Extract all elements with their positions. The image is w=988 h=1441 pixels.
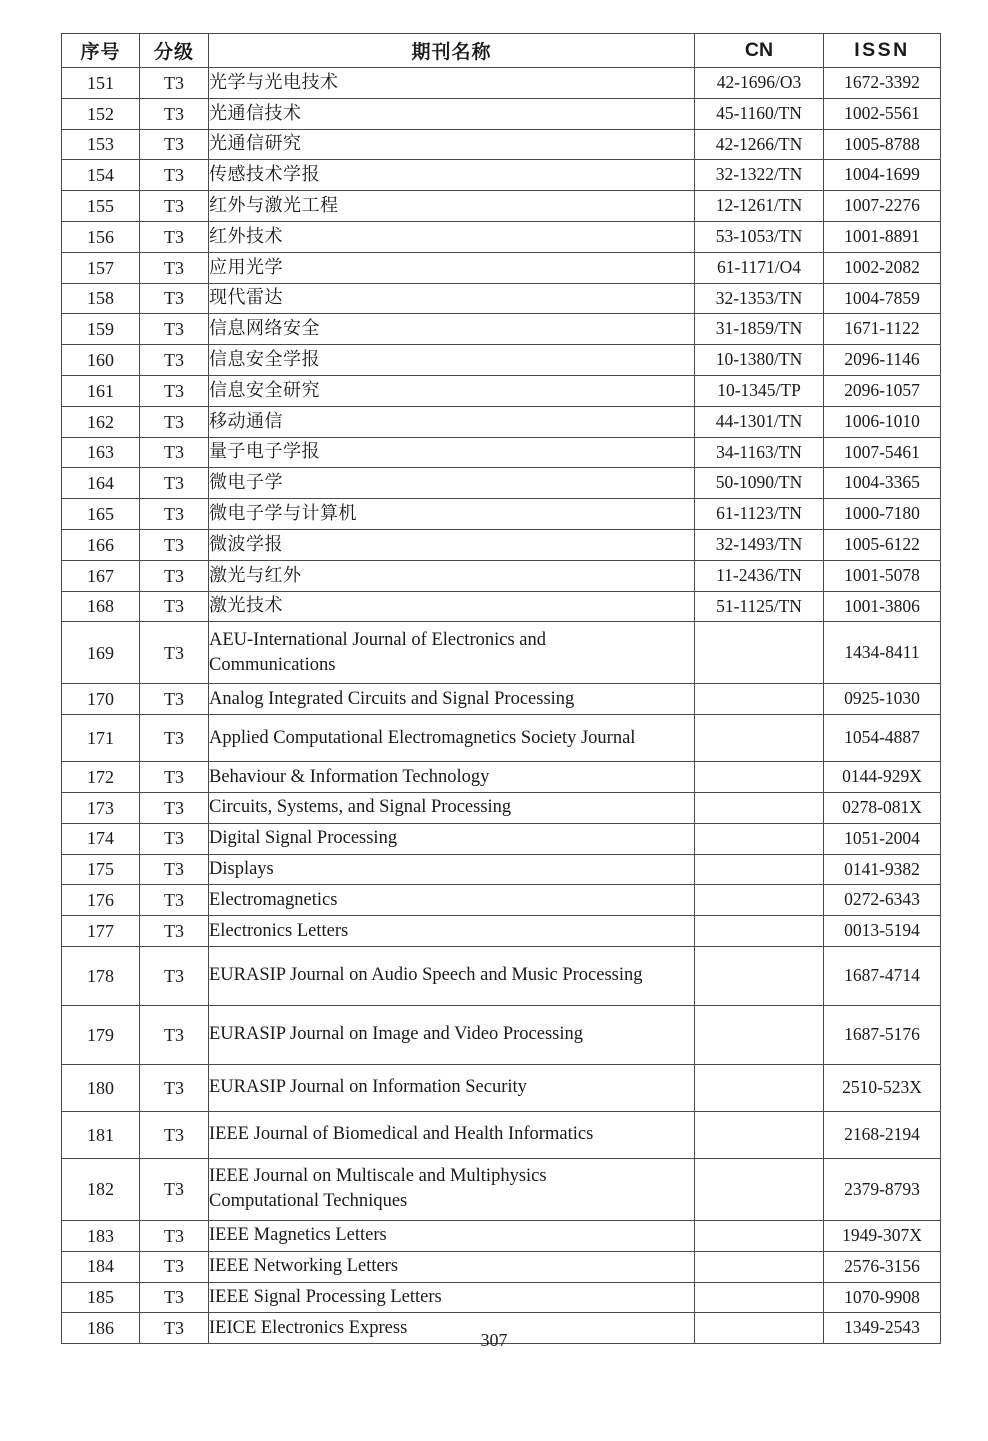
table-row [62,916,941,947]
table-row [62,283,941,314]
cell-journal-name: Behaviour & Information Technology [209,762,695,793]
cell-cn [695,823,824,854]
table-row [62,1005,941,1064]
cell-tier: T3 [140,1158,209,1220]
table-row [62,715,941,762]
cell-journal-name: Electronics Letters [209,916,695,947]
cell-issn: 0013-5194 [824,916,941,947]
cell-cn: 34-1163/TN [695,437,824,468]
cell-journal-name [209,622,695,684]
table-row [62,129,941,160]
cell-cn [695,946,824,1005]
table-row [62,854,941,885]
cell-tier: T3 [140,1220,209,1251]
cell-issn: 0278-081X [824,792,941,823]
cell-issn: 1001-3806 [824,591,941,622]
cell-tier: T3 [140,792,209,823]
cell-issn: 1687-4714 [824,946,941,1005]
cell-tier: T3 [140,529,209,560]
cell-cn [695,1158,824,1220]
table-row [62,191,941,222]
cell-tier: T3 [140,684,209,715]
cell-journal-name: 激光技术 [209,591,695,622]
cell-tier: T3 [140,68,209,99]
cell-tier: T3 [140,1313,209,1344]
cell-journal-name: EURASIP Journal on Image and Video Processing [209,1005,695,1064]
cell-journal-name: IEICE Electronics Express [209,1313,695,1344]
cell-sequence: 173 [62,792,140,823]
cell-tier: T3 [140,591,209,622]
cell-tier: T3 [140,1111,209,1158]
table-row [62,560,941,591]
table-row [62,1111,941,1158]
cell-cn: 12-1261/TN [695,191,824,222]
cell-cn [695,622,824,684]
cell-issn: 2096-1146 [824,345,941,376]
cell-issn: 1006-1010 [824,406,941,437]
cell-cn: 32-1493/TN [695,529,824,560]
table-row [62,406,941,437]
column-header-journal-name: 期刊名称 [209,34,695,68]
cell-sequence: 156 [62,221,140,252]
cell-cn [695,916,824,947]
journal-name-line: Communications [209,654,336,675]
cell-journal-name: 信息安全研究 [209,375,695,406]
cell-sequence: 161 [62,375,140,406]
cell-tier: T3 [140,160,209,191]
table-row [62,1251,941,1282]
cell-issn: 1434-8411 [824,622,941,684]
cell-journal-name: Digital Signal Processing [209,823,695,854]
cell-issn: 2379-8793 [824,1158,941,1220]
cell-cn [695,715,824,762]
cell-journal-name: 光通信研究 [209,129,695,160]
cell-journal-name: 微波学报 [209,529,695,560]
cell-tier: T3 [140,283,209,314]
column-header-tier: 分级 [140,34,209,68]
cell-journal-name: Displays [209,854,695,885]
table-row [62,885,941,916]
cell-sequence: 172 [62,762,140,793]
cell-issn: 2168-2194 [824,1111,941,1158]
cell-sequence: 160 [62,345,140,376]
cell-journal-name: IEEE Networking Letters [209,1251,695,1282]
cell-issn: 1004-1699 [824,160,941,191]
cell-sequence: 165 [62,499,140,530]
column-header-cn: CN [695,34,824,68]
cell-tier: T3 [140,468,209,499]
cell-issn: 1005-6122 [824,529,941,560]
cell-cn: 11-2436/TN [695,560,824,591]
cell-tier: T3 [140,854,209,885]
cell-journal-name: 光学与光电技术 [209,68,695,99]
cell-issn: 1949-307X [824,1220,941,1251]
cell-issn: 1001-5078 [824,560,941,591]
cell-issn: 1349-2543 [824,1313,941,1344]
cell-cn [695,792,824,823]
cell-issn: 2576-3156 [824,1251,941,1282]
cell-tier: T3 [140,252,209,283]
table-row [62,252,941,283]
journal-ranking-table [61,33,941,1344]
cell-sequence: 186 [62,1313,140,1344]
cell-cn [695,1064,824,1111]
cell-cn: 45-1160/TN [695,98,824,129]
cell-sequence: 176 [62,885,140,916]
cell-tier: T3 [140,823,209,854]
cell-issn: 1007-5461 [824,437,941,468]
table-row [62,499,941,530]
cell-sequence: 182 [62,1158,140,1220]
cell-cn [695,885,824,916]
cell-tier: T3 [140,191,209,222]
cell-journal-name: 信息网络安全 [209,314,695,345]
cell-tier: T3 [140,221,209,252]
cell-tier: T3 [140,946,209,1005]
cell-issn: 2096-1057 [824,375,941,406]
cell-sequence: 158 [62,283,140,314]
cell-journal-name: IEEE Journal of Biomedical and Health Informatics [209,1111,695,1158]
cell-issn: 1070-9908 [824,1282,941,1313]
cell-sequence: 180 [62,1064,140,1111]
cell-sequence: 155 [62,191,140,222]
table-row [62,529,941,560]
table-row [62,1064,941,1111]
cell-issn: 0925-1030 [824,684,941,715]
cell-sequence: 179 [62,1005,140,1064]
cell-journal-name: 移动通信 [209,406,695,437]
cell-tier: T3 [140,1005,209,1064]
cell-journal-name: 信息安全学报 [209,345,695,376]
journal-name-line: Computational Techniques [209,1191,408,1212]
cell-cn: 53-1053/TN [695,221,824,252]
cell-journal-name: Electromagnetics [209,885,695,916]
cell-journal-name: EURASIP Journal on Information Security [209,1064,695,1111]
cell-issn: 1007-2276 [824,191,941,222]
table-row [62,98,941,129]
cell-journal-name: 微电子学 [209,468,695,499]
cell-issn: 1001-8891 [824,221,941,252]
cell-sequence: 178 [62,946,140,1005]
cell-cn [695,762,824,793]
cell-sequence: 175 [62,854,140,885]
table-header-row [62,34,941,68]
cell-tier: T3 [140,715,209,762]
cell-sequence: 167 [62,560,140,591]
cell-cn: 42-1266/TN [695,129,824,160]
cell-journal-name: IEEE Signal Processing Letters [209,1282,695,1313]
cell-journal-name: 量子电子学报 [209,437,695,468]
journal-name-line: IEEE Journal on Multiscale and Multiphysics [209,1166,547,1187]
cell-tier: T3 [140,1251,209,1282]
cell-tier: T3 [140,916,209,947]
cell-sequence: 184 [62,1251,140,1282]
cell-issn: 1687-5176 [824,1005,941,1064]
cell-tier: T3 [140,1064,209,1111]
cell-journal-name: 微电子学与计算机 [209,499,695,530]
cell-journal-name: 现代雷达 [209,283,695,314]
cell-issn: 1051-2004 [824,823,941,854]
cell-tier: T3 [140,499,209,530]
cell-cn: 32-1353/TN [695,283,824,314]
cell-issn: 1004-7859 [824,283,941,314]
cell-tier: T3 [140,762,209,793]
table-row [62,345,941,376]
table-body [62,68,941,1344]
cell-tier: T3 [140,560,209,591]
cell-cn [695,684,824,715]
cell-sequence: 183 [62,1220,140,1251]
cell-cn: 51-1125/TN [695,591,824,622]
cell-issn: 0144-929X [824,762,941,793]
cell-tier: T3 [140,622,209,684]
table-row [62,792,941,823]
page-number: 307 [480,1330,508,1350]
cell-cn: 32-1322/TN [695,160,824,191]
cell-sequence: 166 [62,529,140,560]
cell-journal-name: Analog Integrated Circuits and Signal Processing [209,684,695,715]
cell-sequence: 162 [62,406,140,437]
cell-cn: 61-1171/O4 [695,252,824,283]
cell-journal-name: EURASIP Journal on Audio Speech and Music Processing [209,946,695,1005]
cell-cn: 31-1859/TN [695,314,824,345]
cell-sequence: 154 [62,160,140,191]
cell-issn: 1671-1122 [824,314,941,345]
cell-issn: 1002-2082 [824,252,941,283]
cell-tier: T3 [140,406,209,437]
cell-sequence: 168 [62,591,140,622]
column-header-sequence: 序号 [62,34,140,68]
cell-cn [695,1251,824,1282]
cell-issn: 1005-8788 [824,129,941,160]
cell-issn: 1054-4887 [824,715,941,762]
table-row [62,221,941,252]
table-row [62,762,941,793]
cell-journal-name: 光通信技术 [209,98,695,129]
cell-sequence: 163 [62,437,140,468]
cell-sequence: 164 [62,468,140,499]
cell-sequence: 157 [62,252,140,283]
table-row [62,946,941,1005]
table-header [62,34,941,68]
table-row [62,160,941,191]
table-row [62,468,941,499]
cell-issn: 1672-3392 [824,68,941,99]
cell-tier: T3 [140,1282,209,1313]
table-row [62,1220,941,1251]
cell-cn [695,1220,824,1251]
cell-journal-name: 红外技术 [209,221,695,252]
table-row [62,622,941,684]
cell-sequence: 185 [62,1282,140,1313]
journal-name-line: AEU-International Journal of Electronics and [209,629,546,650]
cell-issn: 0272-6343 [824,885,941,916]
table-row [62,684,941,715]
cell-journal-name: 传感技术学报 [209,160,695,191]
column-header-issn: ISSN [824,34,941,68]
cell-issn: 0141-9382 [824,854,941,885]
cell-tier: T3 [140,98,209,129]
cell-sequence: 151 [62,68,140,99]
cell-cn: 61-1123/TN [695,499,824,530]
cell-issn: 1000-7180 [824,499,941,530]
cell-cn: 10-1345/TP [695,375,824,406]
cell-cn: 50-1090/TN [695,468,824,499]
cell-issn: 1004-3365 [824,468,941,499]
cell-journal-name: 激光与红外 [209,560,695,591]
cell-journal-name: 应用光学 [209,252,695,283]
cell-sequence: 171 [62,715,140,762]
cell-journal-name: 红外与激光工程 [209,191,695,222]
cell-journal-name [209,1158,695,1220]
table-row [62,437,941,468]
cell-sequence: 152 [62,98,140,129]
table-row [62,1158,941,1220]
cell-cn [695,1005,824,1064]
table-row [62,591,941,622]
cell-issn: 2510-523X [824,1064,941,1111]
cell-tier: T3 [140,885,209,916]
table-row [62,1282,941,1313]
cell-cn: 42-1696/O3 [695,68,824,99]
cell-sequence: 177 [62,916,140,947]
table-row [62,823,941,854]
cell-cn: 44-1301/TN [695,406,824,437]
cell-cn: 10-1380/TN [695,345,824,376]
cell-cn [695,1282,824,1313]
cell-sequence: 181 [62,1111,140,1158]
cell-sequence: 153 [62,129,140,160]
cell-sequence: 170 [62,684,140,715]
cell-tier: T3 [140,345,209,376]
cell-cn [695,1111,824,1158]
cell-cn [695,854,824,885]
table-row [62,375,941,406]
cell-tier: T3 [140,314,209,345]
cell-journal-name: Applied Computational Electromagnetics Society Journal [209,715,695,762]
cell-sequence: 169 [62,622,140,684]
table-row [62,68,941,99]
cell-sequence: 174 [62,823,140,854]
cell-tier: T3 [140,375,209,406]
cell-sequence: 159 [62,314,140,345]
cell-journal-name: IEEE Magnetics Letters [209,1220,695,1251]
cell-journal-name: Circuits, Systems, and Signal Processing [209,792,695,823]
cell-tier: T3 [140,129,209,160]
cell-issn: 1002-5561 [824,98,941,129]
cell-tier: T3 [140,437,209,468]
table-row [62,314,941,345]
